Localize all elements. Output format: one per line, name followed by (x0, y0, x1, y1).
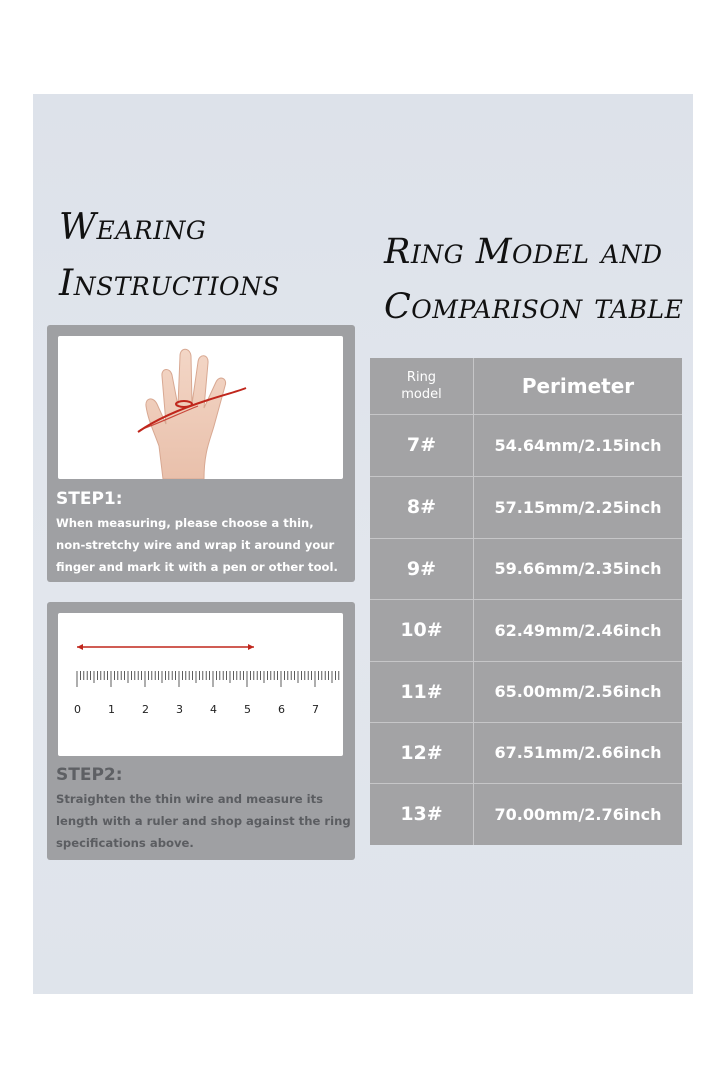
header-ring-model-line2: model (401, 387, 442, 402)
row-model: 12# (400, 741, 443, 764)
step2-description (56, 788, 351, 854)
step1-line: When measuring, please choose a thin, (56, 516, 314, 530)
row-model: 8# (406, 496, 437, 518)
step1-line: finger and mark it with a pen or other tool. (56, 560, 338, 574)
table-heading-line2: Comparison table (384, 287, 684, 327)
step1-title: STEP1: (56, 489, 123, 509)
ruler-number: 4 (210, 703, 217, 716)
row-perimeter: 57.15mm/2.25inch (494, 497, 662, 517)
ruler-number: 3 (176, 703, 183, 716)
wearing-heading-line1: Wearing (59, 207, 207, 248)
row-perimeter: 59.66mm/2.35inch (494, 559, 662, 578)
ring-size-table (370, 358, 682, 845)
header-ring-model (370, 358, 473, 414)
row-model: 10# (400, 619, 443, 641)
ruler-number: 1 (108, 703, 115, 716)
row-model: 11# (400, 680, 443, 703)
row-perimeter: 67.51mm/2.66inch (494, 743, 662, 762)
hand-with-wire-icon (58, 336, 343, 479)
step2-line: specifications above. (56, 836, 194, 850)
row-perimeter: 65.00mm/2.56inch (494, 682, 662, 701)
ruler-number: 6 (278, 703, 285, 716)
step1-card (47, 325, 355, 582)
row-perimeter: 54.64mm/2.15inch (494, 435, 662, 455)
row-model: 9# (406, 557, 437, 580)
ruler-number: 7 (312, 703, 319, 716)
header-ring-model-line1: Ring (406, 370, 437, 385)
row-model: 13# (400, 803, 443, 825)
ruler-icon (58, 613, 343, 756)
step1-line: non-stretchy wire and wrap it around your (56, 538, 335, 552)
step1-description (56, 512, 351, 578)
step2-title: STEP2: (56, 765, 123, 785)
table-heading-line1: Ring Model and (384, 232, 663, 272)
row-perimeter: 62.49mm/2.46inch (494, 620, 662, 640)
row-model: 7# (406, 434, 437, 456)
step2-line: Straighten the thin wire and measure its (56, 792, 324, 806)
row-perimeter: 70.00mm/2.76inch (494, 804, 662, 824)
header-perimeter: Perimeter (521, 374, 635, 398)
ruler-number: 2 (142, 703, 149, 716)
step2-line: length with a ruler and shop against the ring (56, 814, 351, 828)
ruler-number: 5 (244, 703, 251, 716)
hand-image (58, 336, 343, 479)
wearing-heading-line2: Instructions (59, 263, 280, 304)
ruler-image (58, 613, 343, 756)
step2-card (47, 602, 355, 860)
ruler-number: 0 (74, 703, 81, 716)
